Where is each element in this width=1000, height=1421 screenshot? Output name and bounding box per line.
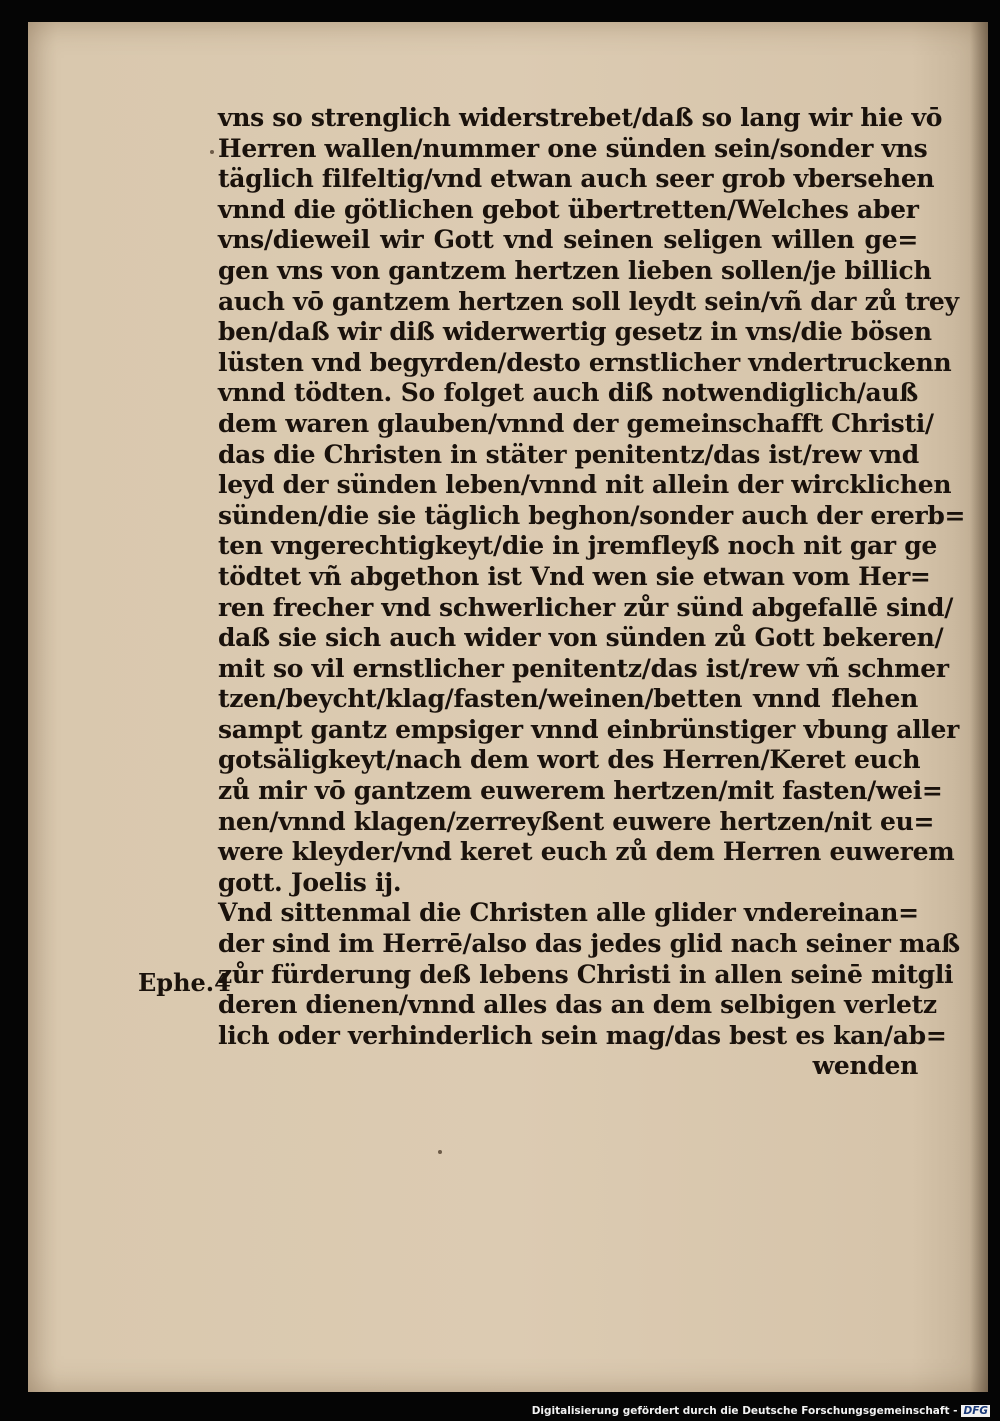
text-line: nen/vnnd klagen/zerreyßent euwere hertzen/nit eu= (218, 806, 935, 836)
text-line: auch vō gantzem hertzen soll leydt sein/vñ dar zů trey (218, 286, 959, 316)
text-line: were kleyder/vnd keret euch zů dem Herren euwerem (218, 837, 955, 867)
text-line: sampt gantz empsiger vnnd einbrünstiger vbung aller (218, 714, 959, 744)
text-line: vns/dieweil wir Gott vnd seinen seligen willen ge= (218, 225, 918, 255)
text-line: mit so vil ernstlicher penitentz/das ist/rew vñ schmer (218, 653, 949, 683)
text-line: tödtet vñ abgethon ist Vnd wen sie etwan vom Her= (218, 561, 931, 591)
text-line: sünden/die sie täglich beghon/sonder auch der ererb= (218, 500, 966, 530)
text-line: Vnd sittenmal die Christen alle glider vndereinan= (218, 898, 919, 928)
ink-speck (438, 1150, 442, 1154)
text-line: zů mir vō gantzem euwerem hertzen/mit fasten/wei= (218, 776, 943, 806)
text-line: ten vngerechtigkeyt/die in jremfleyß noch nit gar ge (218, 531, 937, 561)
margin-note: Ephe.4 (138, 968, 231, 997)
catchword: wenden (812, 1051, 918, 1081)
text-line: der sind im Herrē/also das jedes glid nach seiner maß (218, 929, 960, 959)
text-line: gen vns von gantzem hertzen lieben sollen/je billich (218, 255, 932, 285)
text-line: leyd der sünden leben/vnnd nit allein der wircklichen (218, 470, 952, 500)
text-line: vnnd die götlichen gebot übertretten/Welches aber (218, 194, 919, 224)
text-line: vnnd tödten. So folget auch diß notwendiglich/auß (218, 378, 918, 408)
text-line: tzen/beycht/klag/fasten/weinen/betten vnnd flehen (218, 684, 918, 714)
text-line: das die Christen in stäter penitentz/das ist/rew vnd (218, 439, 919, 469)
body-text (218, 103, 966, 1082)
dfg-logo: DFG (963, 1405, 988, 1417)
text-line: ren frecher vnd schwerlicher zůr sünd abgefallē sind/ (218, 592, 954, 622)
ink-speck (210, 150, 214, 154)
text-line: täglich filfeltig/vnd etwan auch seer grob vbersehen (218, 164, 935, 194)
text-line: dem waren glauben/vnnd der gemeinschafft Christi/ (218, 408, 934, 438)
text-line: vns so strenglich widerstrebet/daß so lang wir hie vō (218, 103, 943, 132)
text-line: deren dienen/vnnd alles das an dem selbigen verletz (218, 990, 937, 1020)
text-line: Herren wallen/nummer one sünden sein/sonder vns (218, 133, 928, 163)
text-line: lich oder verhinderlich sein mag/das best es kan/ab= (218, 1020, 947, 1050)
text-line: lüsten vnd begyrden/desto ernstlicher vndertruckenn (218, 347, 952, 377)
text-line: zůr fürderung deß lebens Christi in allen seinē mitgli (218, 959, 954, 989)
text-line: gotsäligkeyt/nach dem wort des Herren/Keret euch (218, 745, 921, 775)
text-line: ben/daß wir diß widerwertig gesetz in vns/die bösen (218, 317, 932, 347)
text-line: daß sie sich auch wider von sünden zů Gott bekeren/ (218, 623, 944, 653)
text-line: gott. Joelis ij. (218, 867, 402, 897)
digitization-footer (532, 1405, 990, 1417)
footer-credit: Digitalisierung gefördert durch die Deutsche Forschungsgemeinschaft - (531, 1405, 958, 1417)
